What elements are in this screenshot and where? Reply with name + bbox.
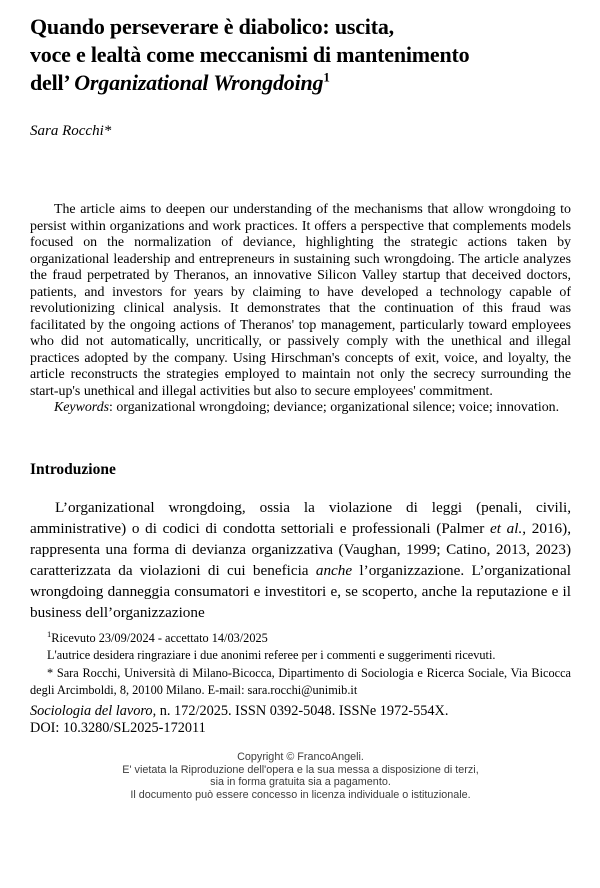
footnote-author-affiliation: * Sara Rocchi, Università di Milano-Bicocca, Dipartimento di Sociologia e Ricerca Sociale, Via Bicocca degli Arcimboldi, 8, 20100 Milano. E-mail: sara.rocchi@unimib.it (30, 665, 571, 698)
title-line-2: voce e lealtà come meccanismi di mantenimento (30, 42, 470, 67)
copyright-line-3: sia in forma gratuita sia a pagamento. (210, 776, 391, 789)
abstract-text: The article aims to deepen our understanding of the mechanisms that allow wrongdoing to persist within organizations and work practices. It offers a perspective that complements models focused on the normalization of deviance, highlighting the strategic actions taken by organizational leadership and entrepreneurs in sustaining such wrongdoing. The article analyzes the fraud perpetrated by Theranos, an innovative Silicon Valley startup that deceived doctors, patients, and investors for years by claiming to have developed a technology capable of revolutionizing clinical analysis. It demonstrates that the continuation of this fraud was facilitated by the ongoing actions of Theranos' top management, particularly toward employees who did not automatically, uncritically, or passively comply with the unethical and illegal practices adopted by the company. Using Hirschman's concepts of exit, voice, and loyalty, the article reconstructs the strategies employed to maintain not only the secrecy surrounding the start-up's unethical and illegal activities but also to secure employees' commitment. (30, 202, 571, 399)
article-title (30, 13, 571, 97)
journal-issue-issn: , n. 172/2025. ISSN 0392-5048. ISSNe 1972-554X. (152, 702, 449, 719)
copyright-line-2: E' vietata la Riproduzione dell'opera e la sua messa a disposizione di terzi, (122, 763, 479, 776)
title-footnote-mark: 1 (323, 69, 330, 85)
copyright-line-1: Copyright © FrancoAngeli. (237, 750, 364, 763)
footnotes-block (30, 630, 571, 700)
footnote-1-mark: 1 (47, 628, 52, 639)
title-line-3-italic: Organizational Wrongdoing (74, 70, 324, 95)
footnote-received-accepted (30, 630, 571, 648)
section-heading-introduzione: Introduzione (30, 460, 116, 478)
title-line-3 (30, 69, 571, 97)
journal-name: Sociologia del lavoro (30, 702, 153, 719)
intro-text-2: , 2016), rappresenta una forma di devianza organizzativa (Vaughan, 1999; Catino, 2013, 2023) caratterizzata da violazioni di cui beneficia (30, 519, 572, 579)
copyright-notice (30, 751, 571, 802)
doi-line: DOI: 10.3280/SL2025-172011 (30, 720, 206, 737)
title-line-3-prefix: dell’ (30, 70, 75, 95)
footnote-1-text: Ricevuto 23/09/2024 - accettato 14/03/2025 (51, 630, 268, 645)
title-line-1: Quando perseverare è diabolico: uscita, (30, 14, 394, 39)
keywords-text: : organizational wrongdoing; deviance; organizational silence; voice; innovation. (109, 400, 560, 415)
keywords-label: Keywords (54, 400, 110, 415)
introduction-paragraph (30, 497, 571, 623)
journal-citation-line (30, 703, 571, 721)
abstract-block (30, 202, 571, 417)
author-name: Sara Rocchi* (30, 123, 112, 139)
footnote-acknowledgement: L'autrice desidera ringraziare i due anonimi referee per i commenti e suggerimenti ricevuti. (47, 648, 496, 663)
intro-text-3: l’organizzazione. L’organizational wrongdoing danneggia consumatori e investitori e, se scoperto, anche la reputazione e il business dell’organizzazione (30, 561, 571, 621)
intro-italic-anche: anche (315, 561, 353, 579)
intro-italic-et-al: et al. (490, 519, 523, 537)
intro-text-1: L’organizational wrongdoing, ossia la violazione di leggi (penali, civili, amministrative) o di codici di condotta settoriali e professionali (Palmer (30, 498, 571, 537)
keywords-line (30, 400, 571, 417)
copyright-line-4: Il documento può essere concesso in licenza individuale o istituzionale. (130, 789, 471, 802)
